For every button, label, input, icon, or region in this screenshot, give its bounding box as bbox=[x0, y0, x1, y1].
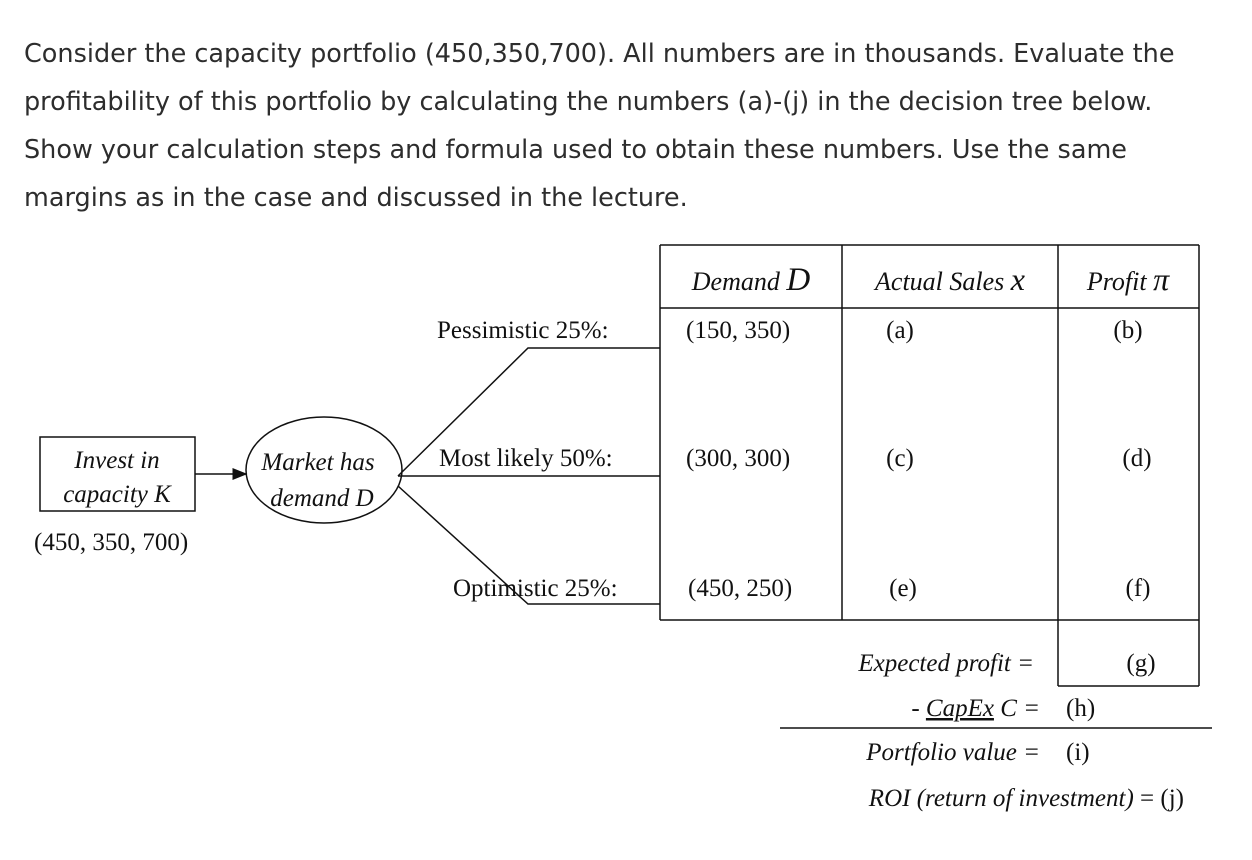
demand-optimistic: (450, 250) bbox=[688, 575, 793, 602]
market-line1: Market has bbox=[261, 449, 375, 476]
invest-line1: Invest in bbox=[74, 447, 160, 474]
portfolio-value-label: Portfolio value = bbox=[866, 739, 1040, 766]
header-profit: Profit π bbox=[1086, 261, 1170, 297]
portfolio-label: (450, 350, 700) bbox=[34, 529, 189, 556]
scenario-label-pessimistic: Pessimistic 25%: bbox=[437, 317, 609, 344]
invest-line2: capacity K bbox=[63, 481, 171, 508]
expected-profit-label: Expected profit = bbox=[858, 650, 1034, 677]
demand-pessimistic: (150, 350) bbox=[686, 317, 791, 344]
roi-line: ROI (return of investment) = (j) bbox=[868, 785, 1184, 812]
question-text: Consider the capacity portfolio (450,350,700). All numbers are in thousands. Evaluate the profitability of this portfolio by calculating the numbers (a)-(j) in the decision tree below. Show your calculation steps and formula used to obtain these numbers. Use the same margins as in the case and discussed in the lecture. bbox=[24, 39, 1175, 213]
capex-label: - CapEx C = bbox=[911, 695, 1040, 722]
scenario-label-most-likely: Most likely 50%: bbox=[439, 445, 613, 472]
header-demand: Demand D bbox=[691, 262, 811, 298]
sales-pessimistic: (a) bbox=[886, 317, 914, 344]
profit-optimistic: (f) bbox=[1125, 575, 1151, 602]
portfolio-value-value: (i) bbox=[1066, 739, 1090, 766]
capex-value: (h) bbox=[1066, 695, 1096, 722]
profit-pessimistic: (b) bbox=[1113, 317, 1143, 344]
roi-value: (j) bbox=[1160, 785, 1184, 812]
roi-label: ROI (return of investment) bbox=[868, 785, 1134, 812]
market-line2: demand D bbox=[270, 485, 374, 512]
header-sales: Actual Sales x bbox=[875, 261, 1025, 297]
sales-optimistic: (e) bbox=[889, 575, 917, 602]
scenario-label-optimistic: Optimistic 25%: bbox=[453, 575, 618, 602]
expected-profit-value: (g) bbox=[1126, 650, 1156, 677]
demand-most-likely: (300, 300) bbox=[686, 445, 791, 472]
profit-most-likely: (d) bbox=[1122, 445, 1152, 472]
sales-most-likely: (c) bbox=[886, 445, 914, 472]
